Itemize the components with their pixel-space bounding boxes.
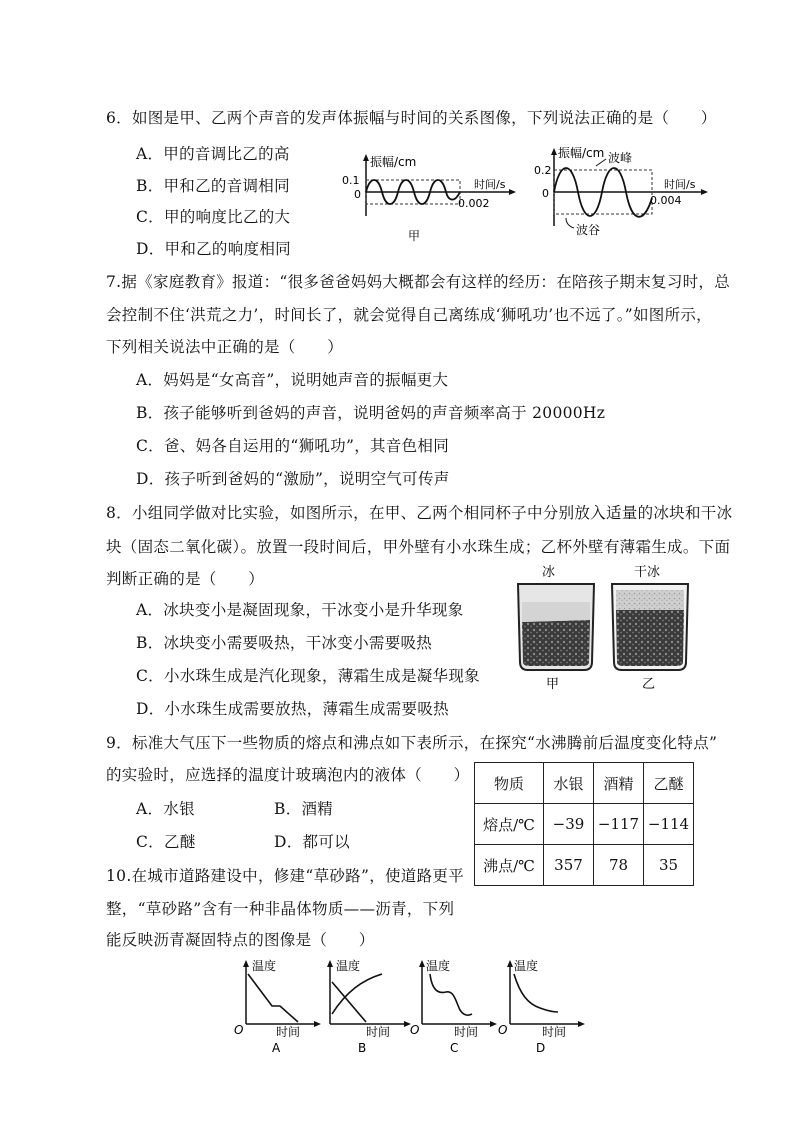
q10-graph-b — [318, 956, 414, 1056]
y-label: 振幅/cm — [558, 146, 605, 160]
q6-stem: 6．如图是甲、乙两个声音的发声体振幅与时间的关系图像，下列说法正确的是（ ） — [106, 109, 717, 127]
y-value: 0.1 — [342, 174, 360, 187]
trough-pointer — [566, 218, 574, 228]
x-label: 时间 — [454, 1025, 479, 1039]
table-row — [475, 845, 694, 886]
q10-stem-line-1: 10.在城市道路建设中，修建“草砂路”，使道路更平 — [106, 867, 464, 885]
table-header-cell: 物质 — [475, 763, 544, 804]
q9-option-a: A．水银 — [136, 800, 195, 818]
beaker-caption-yi: 乙 — [642, 677, 656, 692]
table-header-cell: 酒精 — [594, 763, 644, 804]
y-axis-arrow — [551, 148, 557, 155]
curve — [514, 974, 558, 1012]
caption: A — [272, 1041, 281, 1055]
beaker-jia-ice — [522, 620, 590, 666]
q9-option-c: C．乙醚 — [136, 833, 196, 851]
q6-graph-jia — [336, 148, 526, 248]
y-label: 振幅/cm — [370, 155, 417, 169]
table-header-row — [475, 763, 694, 804]
x-label: 时间 — [542, 1025, 567, 1039]
q7-stem-line-2: 会控制不住‘洪荒之力’，时间长了，就会觉得自己离练成‘狮吼功’也不远了。”如图所示， — [106, 306, 712, 324]
table-cell: −117 — [594, 804, 644, 845]
q8-option-d: D．小水珠生成需要放热，薄霜生成需要吸热 — [136, 700, 449, 718]
q6-option-d: D．甲和乙的响度相同 — [136, 240, 291, 258]
y-label: 温度 — [252, 959, 277, 973]
x-label: 时间 — [366, 1025, 391, 1039]
q10-graph-d — [492, 956, 588, 1056]
y-axis-arrow — [243, 960, 249, 967]
curve — [430, 974, 472, 1015]
table-cell: 沸点/℃ — [475, 845, 544, 886]
q10-stem-line-2: 整，“草砂路”含有一种非晶体物质——沥青，下列 — [106, 900, 455, 918]
x-label: 时间 — [276, 1025, 301, 1039]
x-label: 时间/s — [664, 178, 696, 191]
q8-beakers-figure — [508, 562, 708, 692]
x-axis-arrow — [701, 189, 708, 195]
table-cell: 35 — [644, 845, 694, 886]
x-value: 0.004 — [650, 194, 682, 207]
caption: C — [450, 1041, 459, 1055]
q6-option-b: B．甲和乙的音调相同 — [136, 177, 290, 195]
y-axis-arrow — [327, 960, 333, 967]
beaker-yi-frost — [616, 590, 684, 610]
peak-label: 波峰 — [608, 151, 633, 165]
x-value: 0.002 — [458, 197, 490, 210]
q9-stem-line-1: 9．标准大气压下一些物质的熔点和沸点如下表所示，在探究“水沸腾前后温度变化特点” — [106, 734, 718, 752]
caption: B — [358, 1041, 367, 1055]
q7-stem-line-1: 7.据《家庭教育》报道：“很多爸爸妈妈大概都会有这样的经历：在陪孩子期末复习时，总 — [106, 273, 731, 291]
curve — [248, 974, 298, 1022]
q8-option-c: C．小水珠生成是汽化现象，薄霜生成是凝华现象 — [136, 667, 480, 685]
q6-option-c: C．甲的响度比乙的大 — [136, 208, 291, 226]
cup-label-ice: 冰 — [542, 565, 556, 580]
q6-graph-yi — [528, 142, 718, 242]
y-axis-arrow — [419, 960, 425, 967]
origin-label: 0 — [354, 188, 361, 201]
table-header-cell: 水银 — [544, 763, 594, 804]
x-axis-arrow — [509, 189, 516, 195]
table-cell: 78 — [594, 845, 644, 886]
q8-option-b: B．冰块变小需要吸热，干冰变小需要吸热 — [136, 634, 433, 652]
q9-stem-line-2: 的实验时，应选择的温度计玻璃泡内的液体（ ） — [106, 766, 470, 784]
q7-stem-line-3: 下列相关说法中正确的是（ ） — [106, 338, 344, 356]
q8-option-a: A．冰块变小是凝固现象，干冰变小是升华现象 — [136, 601, 464, 619]
y-axis-arrow — [507, 960, 513, 967]
origin-label: O — [410, 1023, 420, 1037]
caption: D — [536, 1041, 546, 1055]
q9-option-d: D．都可以 — [274, 833, 350, 851]
y-label: 温度 — [336, 959, 361, 973]
beaker-caption-jia: 甲 — [546, 677, 560, 692]
beaker-jia-condensation — [522, 602, 590, 622]
trough-label: 波谷 — [576, 223, 601, 237]
q6-option-a: A．甲的音调比乙的高 — [136, 145, 290, 163]
curve-falling — [332, 982, 366, 1022]
q9-properties-table — [474, 762, 694, 886]
caption: 甲 — [408, 229, 421, 243]
table-row — [475, 804, 694, 845]
table-cell: 357 — [544, 845, 594, 886]
q10-graph-c — [404, 956, 500, 1056]
beaker-yi-dry-ice — [616, 610, 684, 666]
curve-rising — [332, 974, 382, 1014]
y-value: 0.2 — [534, 164, 552, 177]
origin-label: 0 — [542, 187, 549, 200]
x-label: 时间/s — [474, 178, 506, 191]
beaker-yi — [612, 584, 688, 670]
q10-graph-a — [228, 956, 324, 1056]
q8-stem-line-1: 8．小组同学做对比实验，如图所示，在甲、乙两个相同杯子中分别放入适量的冰块和干冰 — [106, 504, 733, 522]
q8-stem-line-3: 判断正确的是（ ） — [106, 570, 265, 588]
q7-option-a: A．妈妈是“女高音”，说明她声音的振幅更大 — [136, 371, 449, 389]
q7-option-b: B．孩子能够听到爸妈的声音，说明爸妈的声音频率高于 20000Hz — [136, 404, 606, 422]
y-label: 温度 — [426, 959, 451, 973]
table-cell: −114 — [644, 804, 694, 845]
q7-option-c: C．爸、妈各自运用的“狮吼功”，其音色相同 — [136, 437, 450, 455]
cup-label-dry-ice: 干冰 — [634, 565, 661, 580]
q10-stem-line-3: 能反映沥青凝固特点的图像是（ ） — [106, 931, 375, 949]
q9-option-b: B．酒精 — [274, 800, 334, 818]
x-axis-arrow — [578, 1021, 585, 1027]
peak-pointer — [596, 159, 606, 166]
beaker-jia — [518, 584, 594, 670]
table-cell: 熔点/℃ — [475, 804, 544, 845]
origin-label: O — [234, 1023, 244, 1037]
q8-stem-line-2: 块（固态二氧化碳）。放置一段时间后，甲外壁有小水珠生成；乙杯外壁有薄霜生成。下面 — [106, 538, 731, 556]
table-header-cell: 乙醚 — [644, 763, 694, 804]
origin-label: O — [498, 1023, 508, 1037]
y-axis-arrow — [363, 154, 369, 161]
y-label: 温度 — [514, 959, 539, 973]
q7-option-d: D．孩子听到爸妈的“激励”，说明空气可传声 — [136, 470, 450, 488]
table-cell: −39 — [544, 804, 594, 845]
